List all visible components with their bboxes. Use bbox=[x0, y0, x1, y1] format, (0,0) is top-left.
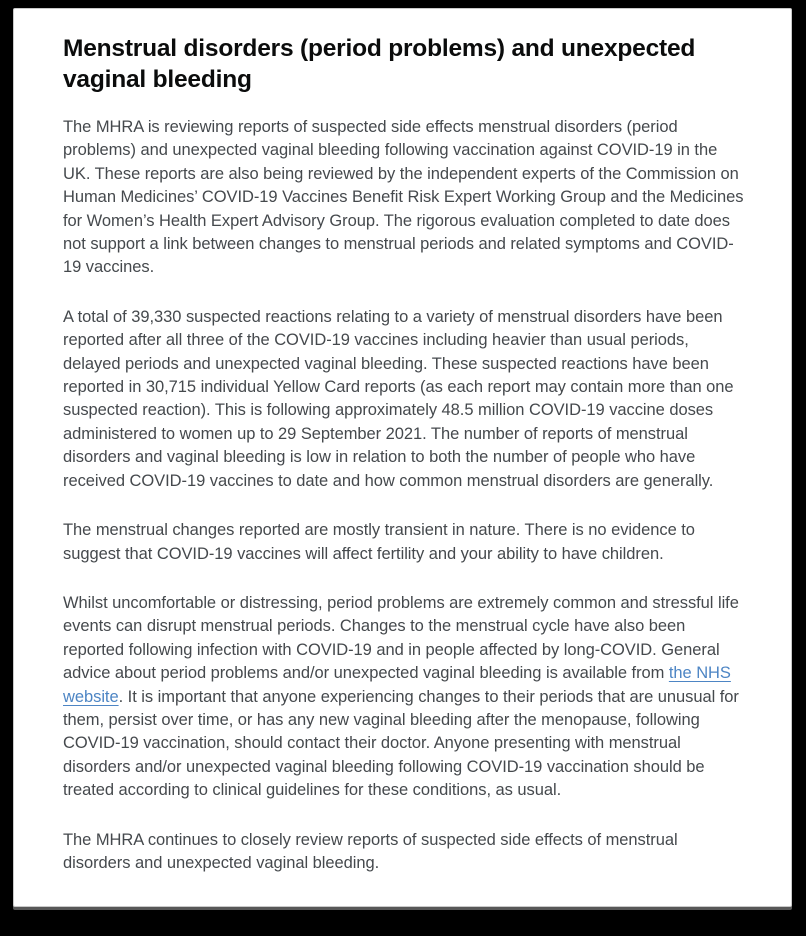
paragraph-mhra-review: The MHRA is reviewing reports of suspected side effects menstrual disorders (period problems) and unexpected vaginal bleeding following vaccination against COVID-19 in the UK. These reports are also being reviewed by the independent experts of the Commission on Human Medicines’ COVID-19 Vaccines Benefit Risk Expert Working Group and the Medicines for Women’s Health Expert Advisory Group. The rigorous evaluation completed to date does not support a link between changes to menstrual periods and related symptoms and COVID-19 vaccines. bbox=[63, 118, 744, 277]
advice-text-before-link: Whilst uncomfortable or distressing, period problems are extremely common and stressful life events can disrupt menstrual periods. Changes to the menstrual cycle have also been reported following infection with COVID-19 and in people affected by long-COVID. General advice about period problems and/or unexpected vaginal bleeding is available from bbox=[63, 593, 739, 683]
advice-text-after-link: . It is important that anyone experiencing changes to their periods that are unusual for them, persist over time, or has any new vaginal bleeding after the menopause, following COVID-19 vaccination, should contact their doctor. Anyone presenting with menstrual disorders and/or unexpected vaginal bleeding following COVID-19 vaccination should be treated according to clinical guidelines for these conditions, as usual. bbox=[63, 687, 739, 800]
paragraph-advice bbox=[63, 592, 744, 803]
content-card bbox=[13, 8, 792, 907]
page-title: Menstrual disorders (period problems) and unexpected vaginal bleeding bbox=[63, 35, 696, 93]
article-content bbox=[14, 9, 791, 875]
paragraph-continuing-review: The MHRA continues to closely review reports of suspected side effects of menstrual disorders and unexpected vaginal bleeding. bbox=[63, 830, 678, 872]
paragraph-reaction-totals: A total of 39,330 suspected reactions relating to a variety of menstrual disorders have been reported after all three of the COVID-19 vaccines including heavier than usual periods, delayed periods and unexpected vaginal bleeding. These suspected reactions have been reported in 30,715 individual Yellow Card reports (as each report may contain more than one suspected reaction). This is following approximately 48.5 million COVID-19 vaccine doses administered to women up to 29 September 2021. The number of reports of menstrual disorders and vaginal bleeding is low in relation to both the number of people who have received COVID-19 vaccines to date and how common menstrual disorders are generally. bbox=[63, 307, 734, 490]
nhs-website-link[interactable]: the NHS website bbox=[63, 664, 731, 706]
paragraph-transient-nature: The menstrual changes reported are mostly transient in nature. There is no evidence to suggest that COVID-19 vaccines will affect fertility and your ability to have children. bbox=[63, 521, 695, 563]
